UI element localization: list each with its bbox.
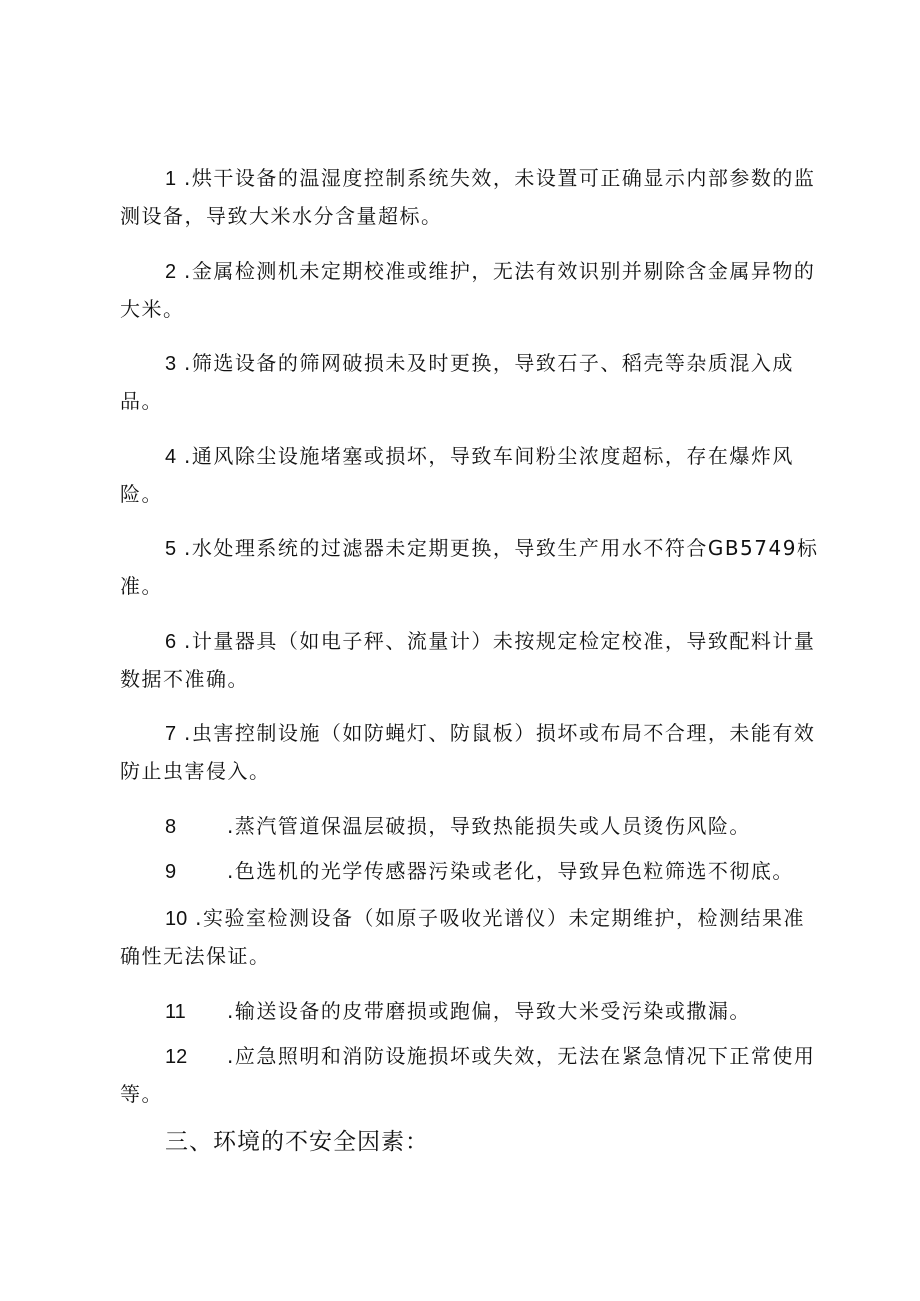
item-text: .水处理系统的过滤器未定期更换，导致生产用水不符合GB5749标准。	[120, 536, 819, 598]
item-text: .色选机的光学传感器污染或老化，导致异色粒筛选不彻底。	[227, 859, 794, 883]
list-item-6	[120, 623, 820, 698]
item-number: 10	[165, 908, 188, 930]
item-text: .蒸汽管道保温层破损，导致热能损失或人员烫伤风险。	[227, 814, 751, 838]
list-item-12	[120, 1038, 820, 1113]
item-number: 9	[165, 861, 177, 883]
item-text: .计量器具（如电子秤、流量计）未按规定检定校准，导致配料计量数据不准确。	[120, 629, 816, 691]
item-number: 11	[165, 1001, 186, 1023]
list-item-7	[120, 715, 820, 790]
item-number: 7	[165, 723, 177, 745]
item-text: .输送设备的皮带磨损或跑偏，导致大米受污染或撒漏。	[227, 999, 751, 1023]
list-item-4	[120, 438, 820, 513]
item-text: .虫害控制设施（如防蝇灯、防鼠板）损坏或布局不合理，未能有效防止虫害侵入。	[120, 721, 816, 783]
item-number: 8	[165, 816, 177, 838]
list-item-10	[120, 900, 820, 975]
item-number: 2	[165, 261, 177, 283]
item-text: .筛选设备的筛网破损未及时更换，导致石子、稻壳等杂质混入成品。	[120, 351, 794, 413]
item-text: .应急照明和消防设施损坏或失效，无法在紧急情况下正常使用等。	[120, 1044, 816, 1106]
list-item-1	[120, 160, 820, 235]
item-text: .实验室检测设备（如原子吸收光谱仪）未定期维护，检测结果准确性无法保证。	[120, 906, 805, 968]
list-item-3	[120, 345, 820, 420]
section-heading: 三、环境的不安全因素：	[165, 1129, 429, 1155]
list-item-5	[120, 530, 820, 605]
list-item-9	[120, 853, 820, 891]
list-item-11	[120, 993, 820, 1031]
item-text: .通风除尘设施堵塞或损坏，导致车间粉尘浓度超标，存在爆炸风险。	[120, 444, 794, 506]
item-number: 5	[165, 538, 177, 560]
item-text: .金属检测机未定期校准或维护，无法有效识别并剔除含金属异物的大米。	[120, 259, 816, 321]
item-number: 1	[165, 168, 177, 190]
item-number: 4	[165, 446, 177, 468]
item-number: 6	[165, 631, 177, 653]
item-text: .烘干设备的温湿度控制系统失效，未设置可正确显示内部参数的监测设备，导致大米水分含量超标。	[120, 166, 816, 228]
list-item-8	[120, 808, 820, 846]
list-item-2	[120, 253, 820, 328]
item-number: 3	[165, 353, 177, 375]
item-number: 12	[165, 1046, 188, 1068]
